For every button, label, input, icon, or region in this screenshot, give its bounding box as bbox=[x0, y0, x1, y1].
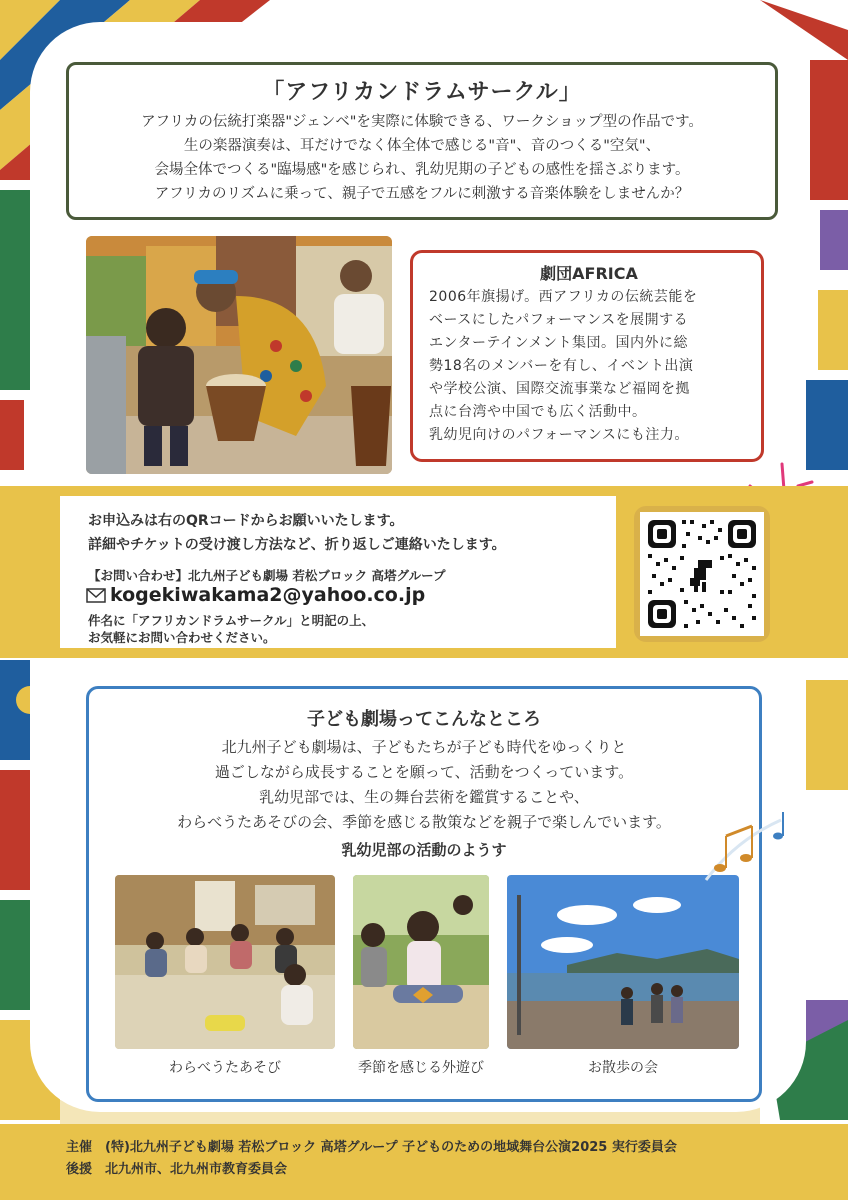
music-note-icon bbox=[686, 800, 796, 900]
photo-caption: わらべうたあそび bbox=[169, 1060, 281, 1076]
organizer-line: 主催 (特)北九州子ども劇場 若松ブロック 高塔グループ 子どものための地域舞台公演2025 実行委員会 bbox=[66, 1140, 677, 1155]
subject-note: 件名に「アフリカンドラムサークル」と明記の上、 bbox=[88, 613, 375, 628]
photo-caption: 季節を感じる外遊び bbox=[358, 1060, 484, 1076]
mail-icon bbox=[86, 588, 106, 603]
page-title: 「アフリカンドラムサークル」 bbox=[262, 80, 582, 105]
about-line: わらべうたあそびの会、季節を感じる散策などを親子で楽しんでいます。 bbox=[177, 813, 671, 831]
warabe-uta-photo bbox=[115, 875, 335, 1049]
footer bbox=[0, 1124, 848, 1200]
troupe-line: 点に台湾や中国でも広く活動中。 bbox=[429, 404, 647, 420]
troupe-name: 劇団AFRICA bbox=[540, 264, 638, 283]
contact-label: 【お問い合わせ】北九州子ども劇場 若松ブロック 高塔グループ bbox=[88, 568, 446, 583]
troupe-line: 乳幼児向けのパフォーマンスにも注力。 bbox=[429, 427, 689, 443]
drum-performance-photo bbox=[86, 236, 392, 474]
outdoor-play-photo bbox=[353, 875, 489, 1049]
intro-box bbox=[66, 62, 778, 220]
about-box bbox=[86, 686, 762, 1102]
about-heading: 子ども劇場ってこんなところ bbox=[307, 709, 541, 730]
about-line: 過ごしながら成長することを願って、活動をつくっています。 bbox=[214, 763, 634, 781]
intro-line: 会場全体でつくる"臨場感"を感じられ、乳幼児期の子どもの感性を揺さぶります。 bbox=[154, 162, 690, 178]
intro-line: 生の楽器演奏は、耳だけでなく体全体で感じる"音"、音のつくる"空気"、 bbox=[183, 138, 661, 154]
walk-photo bbox=[507, 875, 739, 1049]
troupe-line: エンターテインメント集団。国内外に総 bbox=[429, 335, 689, 351]
about-line: 乳幼児部では、生の舞台芸術を鑑賞することや、 bbox=[259, 788, 589, 806]
qr-code[interactable] bbox=[634, 506, 770, 642]
contact-email-link[interactable]: kogekiwakama2@yahoo.co.jp bbox=[110, 584, 426, 606]
apply-instruction: お申込みは右のQRコードからお願いいたします。 bbox=[88, 513, 404, 529]
apply-detail: 詳細やチケットの受け渡し方法など、折り返しご連絡いたします。 bbox=[88, 537, 506, 553]
inquiry-note: お気軽にお問い合わせください。 bbox=[88, 630, 276, 645]
intro-line: アフリカの伝統打楽器"ジェンベ"を実際に体験できる、ワークショップ型の作品です。 bbox=[141, 114, 703, 130]
troupe-line: や学校公演、国際交流事業など福岡を拠 bbox=[429, 381, 690, 397]
troupe-line: 勢18名のメンバーを有し、イベント出演 bbox=[429, 358, 694, 374]
troupe-line: 2006年旗揚げ。西アフリカの伝統芸能を bbox=[429, 289, 698, 305]
application-box bbox=[60, 496, 616, 648]
about-line: 北九州子ども劇場は、子どもたちが子ども時代をゆっくりと bbox=[221, 738, 627, 756]
intro-line: アフリカのリズムに乗って、親子で五感をフルに刺激する音楽体験をしませんか？ bbox=[154, 186, 690, 202]
troupe-line: ベースにしたパフォーマンスを展開する bbox=[429, 312, 689, 328]
sponsor-line: 後援 北九州市、北九州市教育委員会 bbox=[66, 1162, 288, 1177]
troupe-info-box bbox=[410, 250, 764, 462]
photo-caption: お散歩の会 bbox=[588, 1060, 658, 1076]
activities-heading: 乳幼児部の活動のようす bbox=[341, 841, 507, 859]
